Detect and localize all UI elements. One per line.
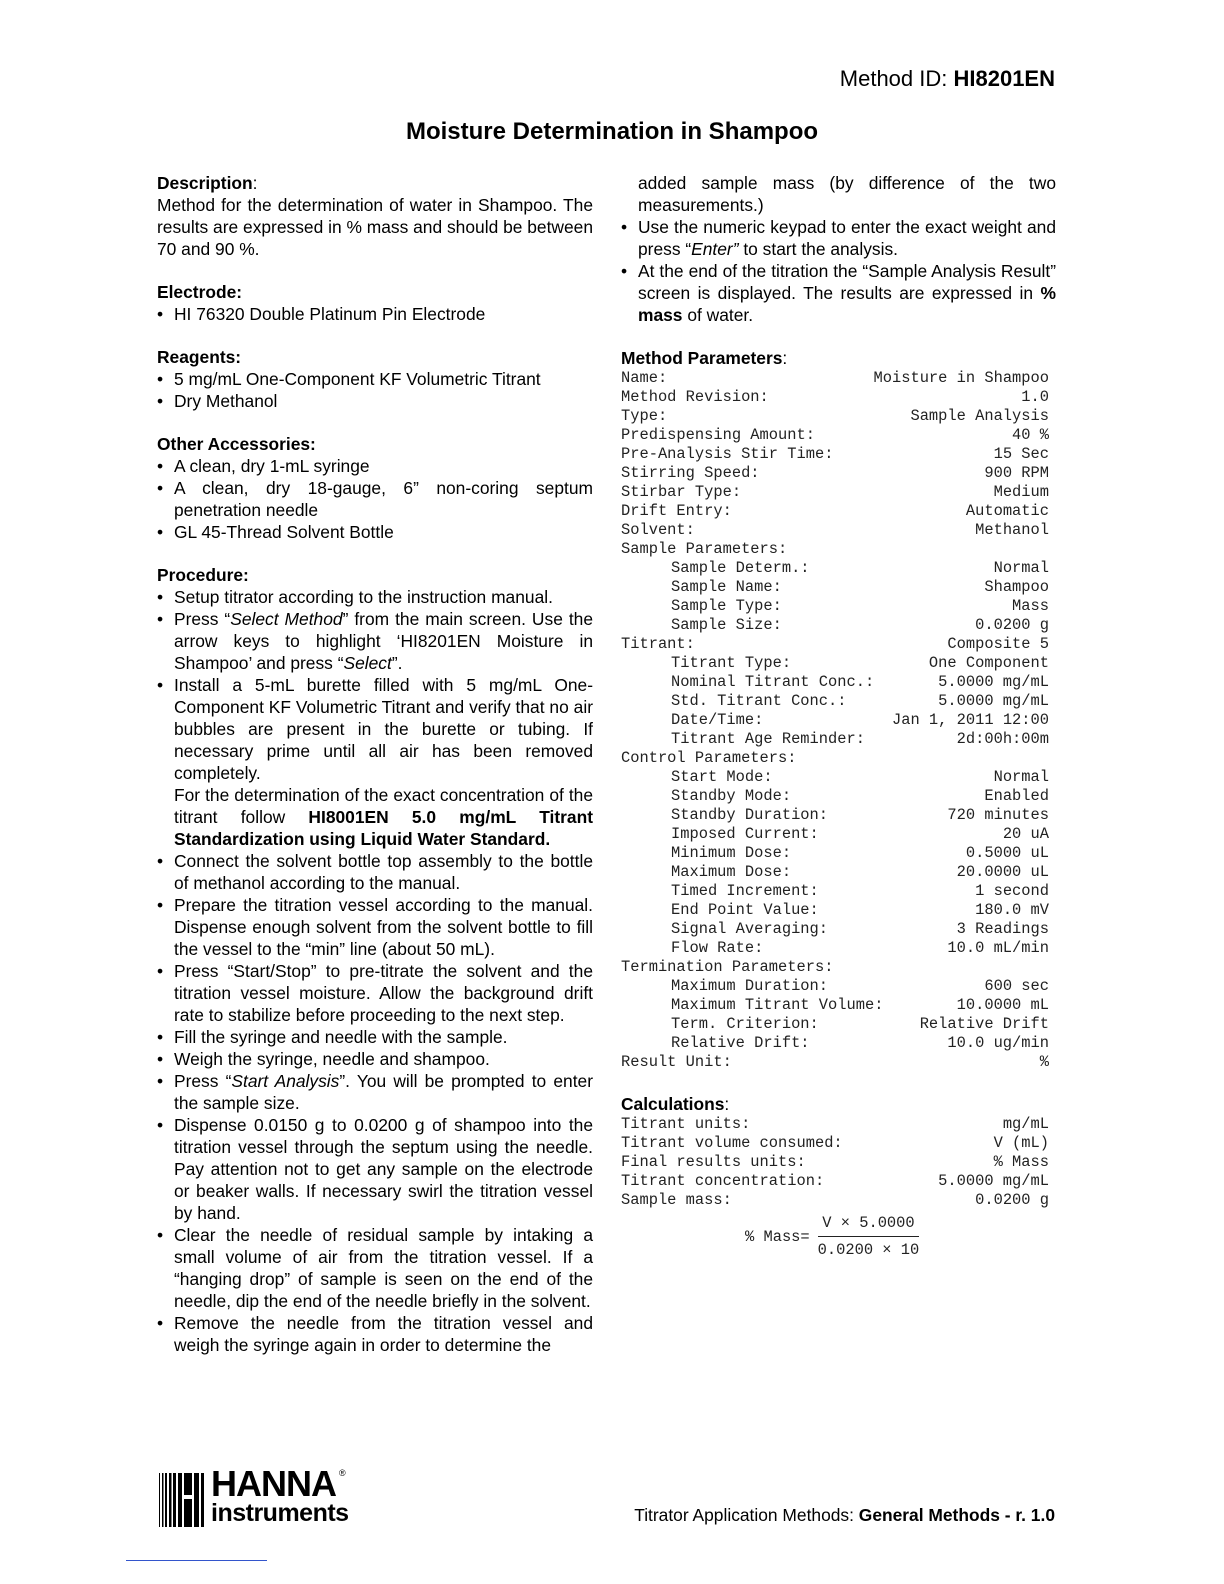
param-row	[621, 901, 1049, 920]
param-row	[621, 1153, 1049, 1172]
method-id-label: Method ID:	[839, 66, 954, 91]
footer-prefix: Titrator Application Methods:	[634, 1505, 859, 1525]
param-value: 5.0000 mg/mL	[938, 673, 1049, 691]
param-key: Predispensing Amount:	[621, 426, 815, 444]
left-column	[157, 172, 593, 1356]
list-item: • Dry Methanol	[157, 390, 593, 412]
param-row	[621, 939, 1049, 958]
param-row	[621, 1053, 1049, 1072]
param-row	[621, 863, 1049, 882]
param-row	[621, 635, 1049, 654]
param-key: Relative Drift:	[671, 1034, 810, 1052]
param-key: Sample Type:	[671, 597, 782, 615]
param-value: 1 second	[975, 882, 1049, 900]
param-value: 5.0000 mg/mL	[938, 692, 1049, 710]
param-row	[621, 483, 1049, 502]
param-value: Mass	[1012, 597, 1049, 615]
procedure-list	[157, 586, 593, 784]
param-row	[621, 673, 1049, 692]
param-key: Solvent:	[621, 521, 695, 539]
param-row	[621, 521, 1049, 540]
param-value: % Mass	[993, 1153, 1049, 1171]
param-value: 5.0000 mg/mL	[938, 1172, 1049, 1190]
procedure-step: • Setup titrator according to the instruction manual.	[157, 586, 593, 608]
procedure-step: • Prepare the titration vessel according to the manual. Dispense enough solvent from the solvent bottle to fill the vessel to the “min” line (about 50 mL).	[157, 894, 593, 960]
param-row	[621, 1134, 1049, 1153]
method-id	[840, 66, 1055, 92]
param-key: Result Unit:	[621, 1053, 732, 1071]
param-value: 10.0 mL/min	[947, 939, 1049, 957]
param-value: Normal	[993, 559, 1049, 577]
param-key: Sample mass:	[621, 1191, 732, 1209]
param-row	[621, 768, 1049, 787]
electrode-heading: Electrode:	[157, 282, 243, 302]
mass-formula	[745, 1212, 1056, 1261]
param-row	[621, 825, 1049, 844]
param-row	[621, 540, 1049, 559]
param-value: One Component	[928, 654, 1049, 672]
procedure-step: • Clear the needle of residual sample by intaking a small volume of air from the titration vessel. If a “hanging drop” of sample is seen on the end of the needle, dip the end of the needle briefly in the solvent.	[157, 1224, 593, 1312]
param-value: 20.0000 uL	[956, 863, 1049, 881]
logo-subtitle: instruments	[211, 1499, 349, 1527]
param-row	[621, 654, 1049, 673]
param-row	[621, 1015, 1049, 1034]
param-row	[621, 1115, 1049, 1134]
param-row	[621, 844, 1049, 863]
param-value: Normal	[993, 768, 1049, 786]
list-item: • A clean, dry 1-mL syringe	[157, 455, 593, 477]
formula-fraction	[814, 1212, 924, 1261]
param-value: 2d:00h:00m	[956, 730, 1049, 748]
param-key: Drift Entry:	[621, 502, 732, 520]
param-row	[621, 369, 1049, 388]
param-row	[621, 1191, 1049, 1210]
param-row	[621, 559, 1049, 578]
param-key: Maximum Titrant Volume:	[671, 996, 884, 1014]
param-key: Titrant concentration:	[621, 1172, 825, 1190]
list-item: • 5 mg/mL One-Component KF Volumetric Titrant	[157, 368, 593, 390]
param-key: Sample Name:	[671, 578, 782, 596]
logo-registered: ®	[339, 1468, 346, 1478]
param-value: 0.0200 g	[975, 1191, 1049, 1209]
param-key: Std. Titrant Conc.:	[671, 692, 847, 710]
param-value: 600 sec	[984, 977, 1049, 995]
param-row	[621, 806, 1049, 825]
param-row	[621, 407, 1049, 426]
param-value: %	[1039, 1053, 1049, 1071]
param-value: Automatic	[965, 502, 1049, 520]
electrode-list	[157, 303, 593, 325]
param-key: Term. Criterion:	[671, 1015, 819, 1033]
param-row	[621, 996, 1049, 1015]
accessories-list	[157, 455, 593, 543]
list-item: • GL 45-Thread Solvent Bottle	[157, 521, 593, 543]
param-key: Stirbar Type:	[621, 483, 742, 501]
procedure-step: • Press “Start Analysis”. You will be prompted to enter the sample size.	[157, 1070, 593, 1114]
param-key: Signal Averaging:	[671, 920, 829, 938]
param-key: Control Parameters:	[621, 749, 797, 767]
param-row	[621, 958, 1049, 977]
param-value: 0.0200 g	[975, 616, 1049, 634]
procedure-step: • Remove the needle from the titration vessel and weigh the syringe again in order to determine the	[157, 1312, 593, 1356]
param-key: Sample Parameters:	[621, 540, 788, 558]
procedure-heading: Procedure:	[157, 565, 249, 585]
logo-wordmark: HANNA	[211, 1463, 336, 1504]
param-row	[621, 920, 1049, 939]
param-row	[621, 882, 1049, 901]
logo-bars-icon	[159, 1473, 207, 1527]
param-value: Composite 5	[947, 635, 1049, 653]
procedure-list-end	[621, 216, 1056, 326]
param-key: End Point Value:	[671, 901, 819, 919]
param-key: Titrant units:	[621, 1115, 751, 1133]
param-key: Sample Determ.:	[671, 559, 810, 577]
param-row	[621, 730, 1049, 749]
param-value: Moisture in Shampoo	[873, 369, 1049, 387]
param-key: Final results units:	[621, 1153, 806, 1171]
calculations-table	[621, 1115, 1056, 1210]
param-value: 720 minutes	[947, 806, 1049, 824]
procedure-note: For the determination of the exact concentration of the titrant follow HI8001EN 5.0 mg/mL Titrant Standardization using Liquid Water Standard.	[174, 785, 593, 849]
procedure-step: • Dispense 0.0150 g to 0.0200 g of shampoo into the titration vessel through the septum using the needle. Pay attention not to get any sample on the electrode or beaker walls. If necessary swirl the titration vessel by hand.	[157, 1114, 593, 1224]
param-value: 20 uA	[1002, 825, 1049, 843]
param-key: Standby Mode:	[671, 787, 792, 805]
param-row	[621, 749, 1049, 768]
param-value: Jan 1, 2011 12:00	[891, 711, 1049, 729]
param-row	[621, 445, 1049, 464]
procedure-step: • Connect the solvent bottle top assembly to the bottle of methanol according to the manual.	[157, 850, 593, 894]
procedure-step: • Press “Start/Stop” to pre-titrate the solvent and the titration vessel moisture. Allow the background drift rate to stabilize before proceeding to the next step.	[157, 960, 593, 1026]
param-row	[621, 578, 1049, 597]
param-value: Medium	[993, 483, 1049, 501]
param-key: Method Revision:	[621, 388, 769, 406]
param-row	[621, 692, 1049, 711]
param-value: 0.5000 uL	[965, 844, 1049, 862]
hanna-logo	[159, 1463, 351, 1530]
param-key: Start Mode:	[671, 768, 773, 786]
param-key: Nominal Titrant Conc.:	[671, 673, 875, 691]
param-value: 10.0 ug/min	[947, 1034, 1049, 1052]
param-row	[621, 977, 1049, 996]
param-key: Titrant volume consumed:	[621, 1134, 843, 1152]
formula-denominator: 0.0200 × 10	[817, 1241, 920, 1259]
param-key: Titrant:	[621, 635, 695, 653]
param-key: Stirring Speed:	[621, 464, 760, 482]
procedure-step: • Install a 5-mL burette filled with 5 mg/mL One-Component KF Volumetric Titrant and verify that no air bubbles are present in the burette or tubing. If necessary prime until all air has been removed completely.	[157, 674, 593, 784]
method-parameters-table	[621, 369, 1056, 1072]
method-parameters-heading: Method Parameters:	[621, 348, 788, 368]
formula-numerator: V × 5.0000	[818, 1212, 918, 1237]
param-value: 1.0	[1021, 388, 1049, 406]
param-row	[621, 1034, 1049, 1053]
param-value: Sample Analysis	[910, 407, 1049, 425]
param-value: Shampoo	[984, 578, 1049, 596]
param-key: Name:	[621, 369, 668, 387]
formula-lhs: % Mass=	[745, 1227, 810, 1246]
param-key: Date/Time:	[671, 711, 764, 729]
param-key: Sample Size:	[671, 616, 782, 634]
param-key: Maximum Duration:	[671, 977, 829, 995]
list-item: • HI 76320 Double Platinum Pin Electrode	[157, 303, 593, 325]
method-id-value: HI8201EN	[953, 66, 1055, 91]
param-value: mg/mL	[1002, 1115, 1049, 1133]
footer-bold: General Methods - r. 1.0	[858, 1505, 1055, 1525]
param-key: Timed Increment:	[671, 882, 819, 900]
param-key: Titrant Age Reminder:	[671, 730, 865, 748]
param-value: Methanol	[975, 521, 1049, 539]
param-row	[621, 426, 1049, 445]
param-value: 40 %	[1012, 426, 1049, 444]
param-value: V (mL)	[993, 1134, 1049, 1152]
procedure-step: • At the end of the titration the “Sample Analysis Result” screen is displayed. The results are expressed in % mass of water.	[621, 260, 1056, 326]
param-value: Enabled	[984, 787, 1049, 805]
param-key: Standby Duration:	[671, 806, 829, 824]
param-key: Minimum Dose:	[671, 844, 792, 862]
param-row	[621, 597, 1049, 616]
procedure-list-cont	[157, 850, 593, 1356]
param-row	[621, 388, 1049, 407]
param-row	[621, 616, 1049, 635]
param-key: Flow Rate:	[671, 939, 764, 957]
param-value: 3 Readings	[956, 920, 1049, 938]
param-value: 15 Sec	[993, 445, 1049, 463]
param-row	[621, 502, 1049, 521]
param-key: Pre-Analysis Stir Time:	[621, 445, 834, 463]
param-value: 180.0 mV	[975, 901, 1049, 919]
procedure-step-continued: added sample mass (by difference of the two measurements.)	[638, 173, 1056, 215]
param-value: 900 RPM	[984, 464, 1049, 482]
procedure-step: • Use the numeric keypad to enter the exact weight and press “Enter” to start the analysis.	[621, 216, 1056, 260]
param-key: Titrant Type:	[671, 654, 792, 672]
param-key: Type:	[621, 407, 668, 425]
procedure-step: • Weigh the syringe, needle and shampoo.	[157, 1048, 593, 1070]
description-heading: Description:	[157, 173, 258, 193]
procedure-step: • Fill the syringe and needle with the sample.	[157, 1026, 593, 1048]
page-title: Moisture Determination in Shampoo	[405, 118, 819, 145]
reagents-heading: Reagents:	[157, 347, 242, 367]
right-column	[621, 172, 1056, 1261]
param-key: Termination Parameters:	[621, 958, 834, 976]
reagents-list	[157, 368, 593, 412]
description-text: Method for the determination of water in Shampoo. The results are expressed in % mass and should be between 70 and 90 %.	[157, 195, 593, 259]
param-row	[621, 464, 1049, 483]
param-value: Relative Drift	[919, 1015, 1049, 1033]
param-row	[621, 1172, 1049, 1191]
param-value: 10.0000 mL	[956, 996, 1049, 1014]
list-item: • A clean, dry 18-gauge, 6” non-coring septum penetration needle	[157, 477, 593, 521]
param-row	[621, 787, 1049, 806]
param-key: Imposed Current:	[671, 825, 819, 843]
param-key: Maximum Dose:	[671, 863, 792, 881]
calculations-heading: Calculations:	[621, 1094, 730, 1114]
procedure-step: • Press “Select Method” from the main screen. Use the arrow keys to highlight ‘HI8201EN Moisture in Shampoo’ and press “Select”.	[157, 608, 593, 674]
bottom-rule	[126, 1560, 267, 1561]
param-row	[621, 711, 1049, 730]
accessories-heading: Other Accessories:	[157, 434, 316, 454]
footer	[634, 1505, 1055, 1526]
